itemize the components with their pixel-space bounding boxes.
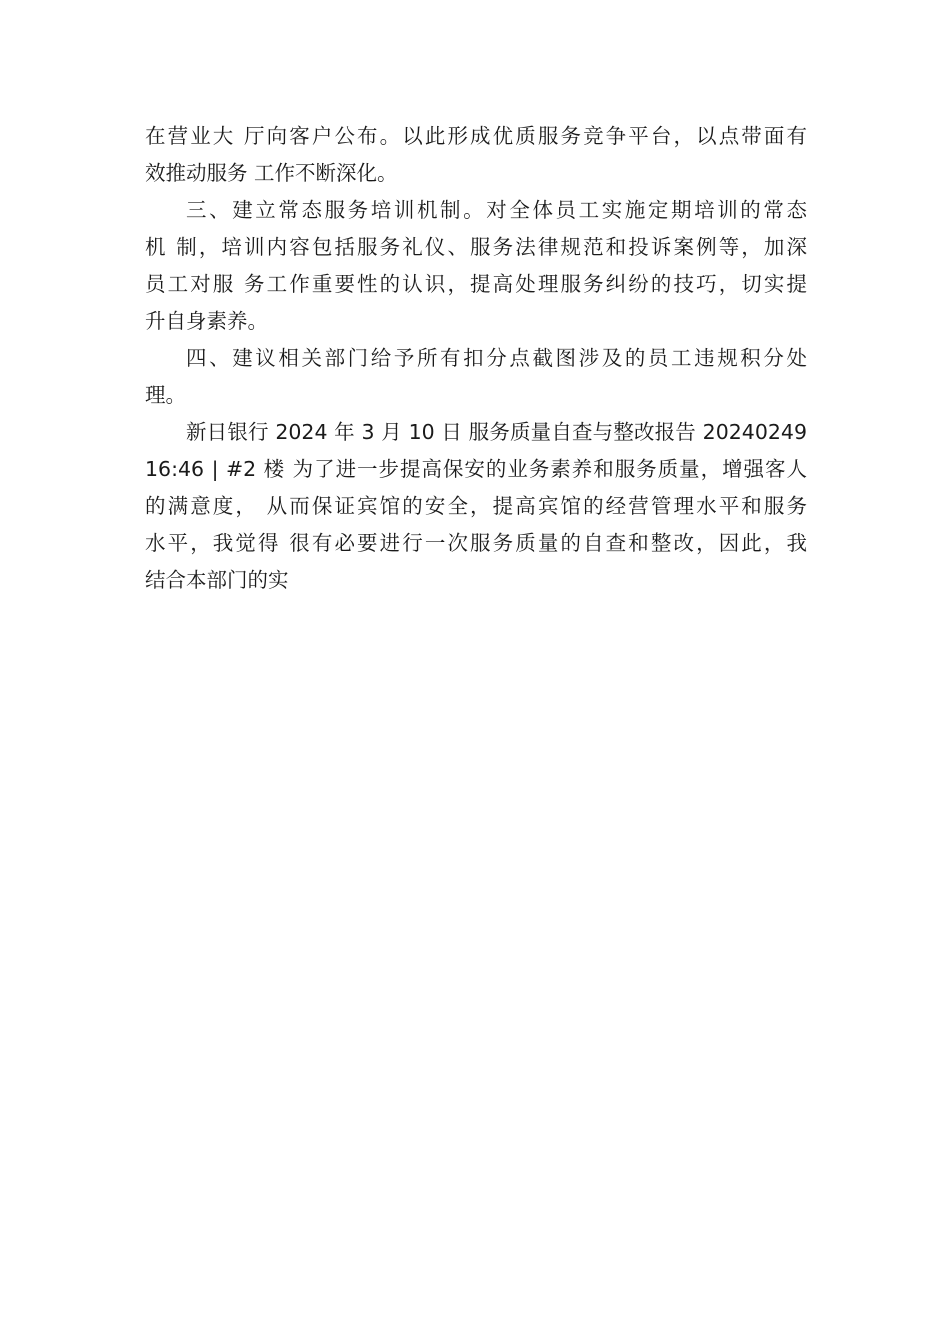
text-line: 新日银行 2024 年 3 月 10 日 服务质量自查与整改报告 20240249 [186,420,807,444]
text-line: 四、建议相关部门给予所有扣分点截图涉及的员工违规积分处 [186,346,807,370]
text-line: 16:46 | #2 楼 为了进一步提高保安的业务素养和服务质量，增强客人 [145,457,807,481]
text-line: 机 制，培训内容包括服务礼仪、服务法律规范和投诉案例等，加深 [145,235,807,259]
paragraph-3 [145,340,807,414]
paragraph-2 [145,192,807,340]
text-line: 的满意度， 从而保证宾馆的安全，提高宾馆的经营管理水平和服务 [145,494,807,518]
text-line: 在营业大 厅向客户公布。以此形成优质服务竞争平台，以点带面有 [145,124,807,148]
text-line: 水平，我觉得 很有必要进行一次服务质量的自查和整改，因此，我 [145,531,807,555]
paragraph-4 [145,414,807,599]
text-line: 三、建立常态服务培训机制。对全体员工实施定期培训的常态 [186,198,807,222]
text-line: 升自身素养。 [145,309,268,333]
text-line: 结合本部门的实 [145,568,289,592]
paragraph-1 [145,118,807,192]
text-line: 员工对服 务工作重要性的认识，提高处理服务纠纷的技巧，切实提 [145,272,807,296]
text-line: 效推动服务 工作不断深化。 [145,161,398,185]
text-line: 理。 [145,383,186,407]
document-body [145,118,807,599]
